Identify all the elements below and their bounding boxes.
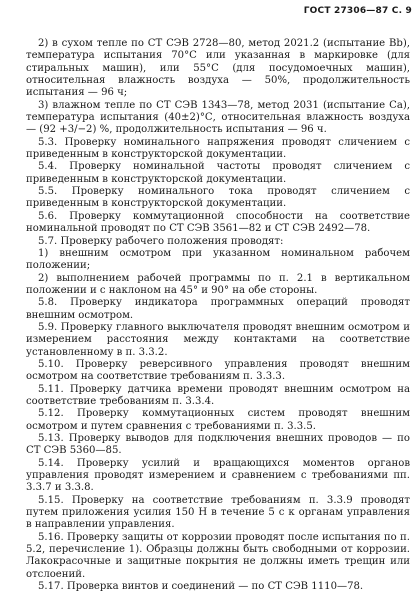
paragraph: 3) влажном тепле по СТ СЭВ 1343—78, метод 2031 (испытание Са), температура испытания (40±2)°С, относительная влажность воздуха — (92 +3/−2) %, продолжительность испытания — 96 ч. xyxy=(26,99,410,136)
paragraph: 5.3. Проверку номинального напряжения проводят сличением с приведенным в конструкторской документации. xyxy=(26,136,410,161)
paragraph: 5.16. Проверку защиты от коррозии проводят после испытания по п. 5.2, перечисление 1). Образцы должны быть свободными от коррозии. Лакокрасочные и защитные покрытия не должны иметь трещин или отслоений. xyxy=(26,531,410,580)
paragraph: 5.11. Проверку датчика времени проводят внешним осмотром на соответствие требованиям п. 3.3.4. xyxy=(26,383,410,407)
paragraph: 5.9. Проверку главного выключателя проводят внешним осмотром и измерением расстояния между контактами на соответствие установленному в п. 3.3.2. xyxy=(26,321,410,358)
paragraph: 5.12. Проверку коммутационных систем проводят внешним осмотром и путем сравнения с требованиями п. 3.3.5. xyxy=(26,408,410,432)
document-body xyxy=(26,38,410,593)
paragraph: 5.6. Проверку коммутационной способности на соответствие номинальной проводят по СТ СЭВ 3561—82 и СТ СЭВ 2492—78. xyxy=(26,210,410,235)
paragraph: 5.4. Проверку номинальной частоты проводят сличением с приведенным в конструкторской документации. xyxy=(26,161,410,185)
paragraph: 2) выполнением рабочей программы по п. 2.1 в вертикальном положении и с наклоном на 45° и 90° на обе стороны. xyxy=(26,272,410,296)
paragraph: 5.7. Проверку рабочего положения проводят: xyxy=(38,235,284,247)
paragraph: 2) в сухом тепле по СТ СЭВ 2728—80, метод 2021.2 (испытание Вb), температура испытания 70°С или указанная в маркировке (для стиральных машин), или 55°С (для посудомоечных машин), относительная влажность воздуха — 50%, продолжительность испытания — 96 ч; xyxy=(26,38,410,99)
paragraph: 5.14. Проверку усилий и вращающихся моментов органов управления проводят измерением и сравнением с требованиями пп. 3.3.7 и 3.3.8. xyxy=(26,457,410,494)
paragraph: 1) внешним осмотром при указанном номинальном рабочем положении; xyxy=(26,247,410,272)
paragraph: 5.8. Проверку индикатора программных операций проводят внешним осмотром. xyxy=(26,297,410,321)
paragraph: 5.15. Проверку на соответствие требованиям п. 3.3.9 проводят путем приложения усилия 150 Н в течение 5 с к органам управления в направлении управления. xyxy=(26,494,410,531)
paragraph: 5.17. Проверка винтов и соединений — по СТ СЭВ 1110—78. xyxy=(38,581,364,593)
paragraph: 5.10. Проверку реверсивного управления проводят внешним осмотром на соответствие требованиям п. 3.3.3. xyxy=(26,358,410,383)
paragraph: 5.5. Проверку номинального тока проводят сличением с приведенным в конструкторской документации. xyxy=(26,186,410,210)
page-header: ГОСТ 27306—87 С. 9 xyxy=(303,6,412,16)
paragraph: 5.13. Проверку выводов для подключения внешних проводов — по СТ СЭВ 5360—85. xyxy=(26,433,410,457)
